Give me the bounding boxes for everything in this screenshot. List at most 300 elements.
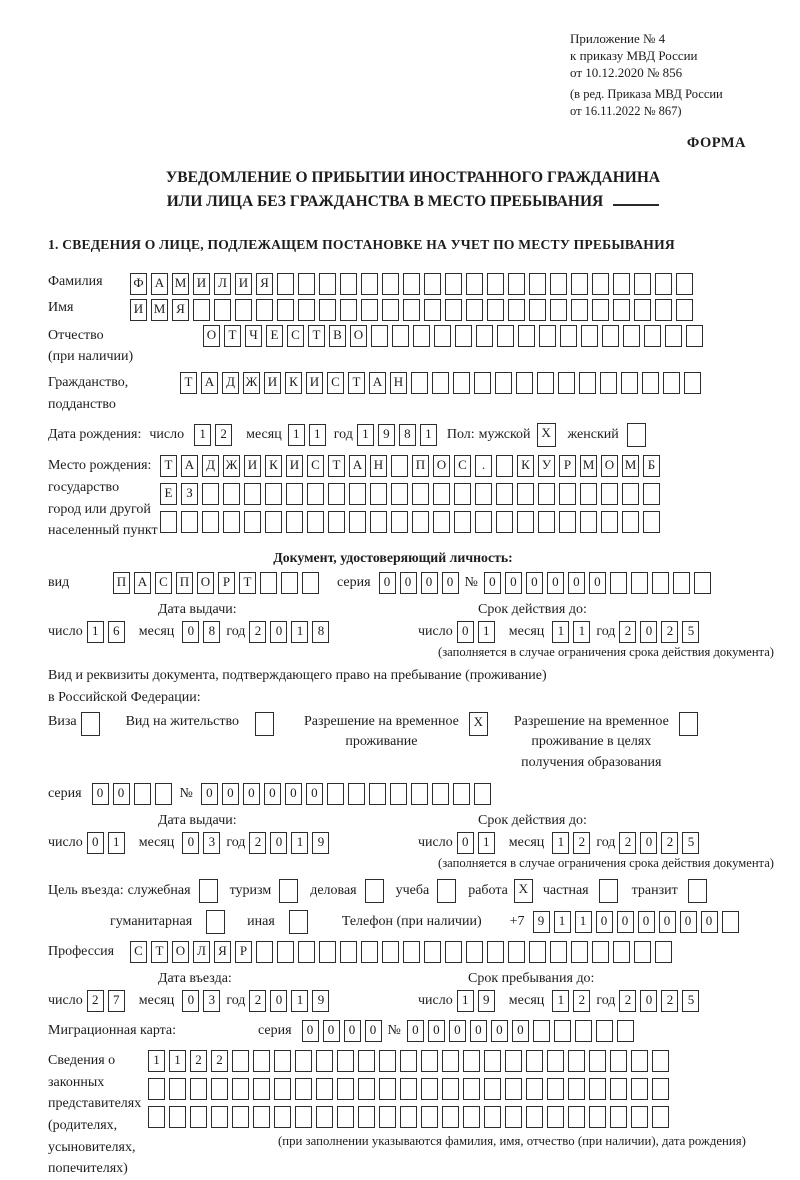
char-cell	[403, 941, 420, 963]
char-cell	[526, 1050, 543, 1072]
char-cell: Я	[214, 941, 231, 963]
female-label: женский	[567, 427, 619, 443]
birth-place-row3	[160, 511, 664, 533]
char-cell: 1	[554, 911, 571, 933]
char-cell	[496, 455, 513, 477]
char-cell	[613, 941, 630, 963]
char-cell: 0	[222, 783, 239, 805]
opt-humanitarian-checkbox	[206, 910, 225, 934]
char-cell	[589, 1078, 606, 1100]
opt-business-checkbox	[365, 879, 384, 903]
char-cell	[613, 273, 630, 295]
char-cell: Н	[370, 455, 387, 477]
char-cell	[631, 1106, 648, 1128]
char-cell	[148, 1106, 165, 1128]
char-cell	[643, 511, 660, 533]
char-cell: 2	[249, 832, 266, 854]
char-cell	[260, 572, 277, 594]
char-cell	[190, 1106, 207, 1128]
char-cell: П	[412, 455, 429, 477]
char-cell	[413, 325, 430, 347]
char-cell	[274, 1050, 291, 1072]
char-cell	[327, 783, 344, 805]
char-cell: 0	[201, 783, 218, 805]
char-cell	[643, 483, 660, 505]
char-cell: 0	[306, 783, 323, 805]
char-cell	[571, 941, 588, 963]
char-cell	[505, 1050, 522, 1072]
permit-dates-row	[48, 813, 778, 854]
char-cell	[202, 511, 219, 533]
char-cell: А	[349, 455, 366, 477]
document-title	[48, 166, 778, 214]
permit-number-row	[48, 783, 778, 805]
temp-permit-option	[304, 712, 492, 753]
surname-label: Фамилия	[48, 273, 103, 289]
char-cell	[361, 273, 378, 295]
char-cell	[581, 325, 598, 347]
char-cell	[634, 273, 651, 295]
identity-doc-row	[48, 572, 778, 594]
char-cell: 0	[323, 1020, 340, 1042]
char-cell: Р	[235, 941, 252, 963]
opt-other-checkbox	[289, 910, 308, 934]
char-cell	[349, 511, 366, 533]
char-cell	[529, 299, 546, 321]
char-cell	[134, 783, 151, 805]
char-cell	[412, 511, 429, 533]
char-cell: 0	[640, 832, 657, 854]
citizenship-label: Гражданство, подданство	[48, 374, 129, 412]
char-cell	[550, 273, 567, 295]
doc-valid-heading: Срок действия до:	[478, 602, 587, 617]
birth-year-cells	[357, 424, 441, 446]
char-cell: О	[433, 455, 450, 477]
citizenship-row	[48, 372, 778, 415]
male-label: мужской	[478, 427, 531, 443]
char-cell: Я	[172, 299, 189, 321]
char-cell	[526, 1106, 543, 1128]
char-cell	[463, 1050, 480, 1072]
char-cell	[602, 325, 619, 347]
entry-year	[249, 990, 333, 1012]
purpose-row1	[48, 879, 778, 903]
char-cell: Ф	[130, 273, 147, 295]
char-cell	[579, 372, 596, 394]
char-cell: 9	[533, 911, 550, 933]
char-cell	[600, 372, 617, 394]
char-cell	[487, 299, 504, 321]
char-cell	[382, 299, 399, 321]
char-cell	[369, 783, 386, 805]
char-cell: 9	[312, 990, 329, 1012]
opt-official-checkbox	[199, 879, 218, 903]
surname-cells	[130, 273, 697, 295]
char-cell: 1	[552, 621, 569, 643]
permit-series-label: серия	[48, 785, 82, 801]
char-cell	[484, 1050, 501, 1072]
year-label: год	[333, 427, 353, 443]
char-cell	[634, 941, 651, 963]
char-cell: 0	[547, 572, 564, 594]
validity-note: (заполняется в случае ограничения срока действия документа)	[438, 645, 774, 659]
char-cell	[253, 1106, 270, 1128]
char-cell: 2	[661, 990, 678, 1012]
permit-valid-heading: Срок действия до:	[478, 812, 587, 828]
opt-study-label: учеба	[395, 882, 430, 898]
char-cell: 0	[680, 911, 697, 933]
char-cell: 1	[291, 621, 308, 643]
char-cell: У	[538, 455, 555, 477]
char-cell: М	[172, 273, 189, 295]
visa-option	[48, 712, 104, 736]
representatives-row2	[148, 1078, 746, 1100]
char-cell	[454, 511, 471, 533]
birth-day-cells	[194, 424, 236, 446]
birth-place-row	[48, 455, 778, 542]
char-cell: К	[517, 455, 534, 477]
char-cell	[244, 483, 261, 505]
representatives-row	[48, 1050, 778, 1180]
char-cell: 1	[169, 1050, 186, 1072]
char-cell	[160, 511, 177, 533]
char-cell	[232, 1078, 249, 1100]
char-cell: И	[130, 299, 147, 321]
char-cell: К	[285, 372, 302, 394]
char-cell	[694, 572, 711, 594]
char-cell	[652, 1106, 669, 1128]
char-cell	[505, 1078, 522, 1100]
opt-other-label: иная	[247, 913, 275, 929]
char-cell	[487, 273, 504, 295]
char-cell	[391, 455, 408, 477]
name-row	[48, 299, 778, 321]
residence-options-row	[48, 712, 778, 773]
char-cell	[631, 1050, 648, 1072]
char-cell	[277, 299, 294, 321]
permit-valid-group: Срок действия до: число 0 1 месяц 1 2 год 2 0 2 5	[418, 813, 703, 854]
char-cell: М	[622, 455, 639, 477]
char-cell	[559, 511, 576, 533]
char-cell: И	[193, 273, 210, 295]
residence-permit-checkbox	[255, 712, 274, 736]
char-cell: 0	[640, 990, 657, 1012]
char-cell	[190, 1078, 207, 1100]
char-cell: 1	[288, 424, 305, 446]
char-cell: С	[327, 372, 344, 394]
char-cell	[463, 1078, 480, 1100]
annex-line: Приложение № 4	[570, 31, 666, 46]
doc-issue-month	[182, 621, 224, 643]
char-cell: 2	[661, 832, 678, 854]
doc-valid-group: Срок действия до: число 0 1 месяц 1 1 год 2 0 2 5	[418, 602, 703, 643]
char-cell: П	[113, 572, 130, 594]
char-cell	[466, 299, 483, 321]
permit-valid-month	[552, 832, 594, 854]
char-cell	[663, 372, 680, 394]
char-cell: 7	[108, 990, 125, 1012]
char-cell: 1	[148, 1050, 165, 1072]
char-cell: З	[181, 483, 198, 505]
profession-row	[48, 941, 778, 963]
doc-kind-label: вид	[48, 574, 70, 590]
char-cell: К	[265, 455, 282, 477]
doc-issue-year	[249, 621, 333, 643]
char-cell: 2	[211, 1050, 228, 1072]
char-cell: 1	[291, 990, 308, 1012]
opt-business-label: деловая	[310, 882, 357, 898]
char-cell: 0	[568, 572, 585, 594]
char-cell	[558, 372, 575, 394]
char-cell	[298, 273, 315, 295]
char-cell	[403, 299, 420, 321]
char-cell: В	[329, 325, 346, 347]
char-cell: Л	[214, 273, 231, 295]
char-cell: С	[130, 941, 147, 963]
char-cell: Т	[160, 455, 177, 477]
patronymic-label: Отчество (при наличии)	[48, 327, 134, 365]
char-cell	[508, 273, 525, 295]
char-cell: 1	[575, 911, 592, 933]
stay-heading: Срок пребывания до:	[468, 970, 595, 986]
char-cell: 0	[270, 621, 287, 643]
char-cell	[337, 1050, 354, 1072]
char-cell	[340, 273, 357, 295]
char-cell	[631, 572, 648, 594]
char-cell: 2	[661, 621, 678, 643]
residence-line1: Вид и реквизиты документа, подтверждающего право на пребывание (проживание)	[48, 668, 547, 683]
char-cell	[214, 299, 231, 321]
permit-number-cells	[201, 783, 495, 805]
purpose-row2	[48, 910, 778, 934]
char-cell: 0	[243, 783, 260, 805]
char-cell: 9	[478, 990, 495, 1012]
char-cell: 0	[491, 1020, 508, 1042]
entry-day	[87, 990, 129, 1012]
char-cell	[256, 299, 273, 321]
char-cell	[340, 299, 357, 321]
char-cell: 0	[400, 572, 417, 594]
char-cell: 1	[478, 621, 495, 643]
char-cell	[328, 511, 345, 533]
title-line2: ИЛИ ЛИЦА БЕЗ ГРАЖДАНСТВА В МЕСТО ПРЕБЫВАНИЯ	[48, 190, 778, 214]
opt-private-label: частная	[542, 882, 589, 898]
char-cell	[211, 1106, 228, 1128]
identity-doc-heading: Документ, удостоверяющий личность:	[273, 550, 513, 565]
char-cell	[623, 325, 640, 347]
char-cell: И	[244, 455, 261, 477]
char-cell	[613, 299, 630, 321]
char-cell: 8	[203, 621, 220, 643]
migration-series-label: серия	[258, 1022, 292, 1038]
char-cell	[319, 273, 336, 295]
char-cell: 8	[312, 621, 329, 643]
char-cell	[580, 483, 597, 505]
char-cell	[193, 299, 210, 321]
char-cell: 0	[640, 621, 657, 643]
char-cell	[496, 483, 513, 505]
char-cell: О	[172, 941, 189, 963]
char-cell: 0	[512, 1020, 529, 1042]
char-cell	[474, 372, 491, 394]
char-cell: 0	[470, 1020, 487, 1042]
opt-work-checkbox: X	[514, 879, 533, 903]
char-cell: 1	[108, 832, 125, 854]
char-cell	[529, 941, 546, 963]
char-cell: А	[134, 572, 151, 594]
doc-kind-cells	[113, 572, 323, 594]
char-cell: О	[203, 325, 220, 347]
char-cell	[307, 511, 324, 533]
char-cell	[621, 372, 638, 394]
char-cell	[370, 483, 387, 505]
char-cell	[686, 325, 703, 347]
char-cell: 0	[638, 911, 655, 933]
stay-year	[619, 990, 703, 1012]
phone-cells	[533, 911, 743, 933]
char-cell	[495, 372, 512, 394]
char-cell: 0	[270, 990, 287, 1012]
char-cell	[379, 1106, 396, 1128]
permit-issue-heading: Дата выдачи:	[158, 812, 237, 828]
char-cell	[538, 511, 555, 533]
char-cell	[508, 299, 525, 321]
char-cell	[337, 1106, 354, 1128]
migration-card-label: Миграционная карта:	[48, 1022, 177, 1038]
char-cell: Б	[643, 455, 660, 477]
char-cell: 8	[399, 424, 416, 446]
patronymic-row	[48, 325, 778, 368]
char-cell	[445, 941, 462, 963]
char-cell: 0	[596, 911, 613, 933]
doc-issue-day	[87, 621, 129, 643]
opt-official-label: служебная	[127, 882, 191, 898]
char-cell: 0	[87, 832, 104, 854]
male-checkbox: X	[537, 423, 556, 447]
doc-valid-month	[552, 621, 594, 643]
char-cell	[382, 941, 399, 963]
char-cell: 3	[203, 832, 220, 854]
char-cell	[337, 1078, 354, 1100]
char-cell: И	[286, 455, 303, 477]
char-cell	[526, 1078, 543, 1100]
doc-number-label: №	[464, 574, 478, 590]
char-cell	[517, 511, 534, 533]
temp-permit-checkbox: X	[469, 712, 488, 736]
char-cell	[370, 511, 387, 533]
char-cell	[434, 325, 451, 347]
char-cell	[371, 325, 388, 347]
char-cell	[433, 511, 450, 533]
char-cell	[722, 911, 739, 933]
char-cell	[547, 1078, 564, 1100]
char-cell	[253, 1078, 270, 1100]
char-cell	[575, 1020, 592, 1042]
char-cell: 0	[442, 572, 459, 594]
char-cell	[424, 941, 441, 963]
char-cell: Е	[160, 483, 177, 505]
validity-note-2: (заполняется в случае ограничения срока действия документа)	[438, 855, 774, 870]
char-cell	[421, 1050, 438, 1072]
char-cell: М	[580, 455, 597, 477]
char-cell	[580, 511, 597, 533]
char-cell: И	[235, 273, 252, 295]
representatives-caption: (при заполнении указываются фамилия, имя, отчество (при наличии), дата рождения)	[278, 1133, 746, 1148]
entry-month	[182, 990, 224, 1012]
birth-place-row2	[160, 483, 664, 505]
char-cell: 2	[249, 990, 266, 1012]
char-cell	[382, 273, 399, 295]
doc-dates-row	[48, 602, 778, 643]
doc-issue-heading: Дата выдачи:	[158, 602, 237, 617]
char-cell	[432, 372, 449, 394]
char-cell	[211, 1078, 228, 1100]
char-cell	[442, 1050, 459, 1072]
char-cell	[295, 1106, 312, 1128]
char-cell: 3	[203, 990, 220, 1012]
char-cell: 0	[182, 990, 199, 1012]
char-cell	[442, 1106, 459, 1128]
representatives-cells-block	[148, 1050, 746, 1149]
representatives-row1	[148, 1050, 746, 1072]
char-cell	[466, 941, 483, 963]
char-cell	[424, 299, 441, 321]
char-cell: 1	[309, 424, 326, 446]
char-cell: 2	[190, 1050, 207, 1072]
char-cell	[505, 1106, 522, 1128]
char-cell	[281, 572, 298, 594]
representatives-label: Сведения о законных представителях (родителях, усыновителях, попечителях)	[48, 1052, 142, 1177]
birth-date-row	[48, 423, 778, 447]
char-cell	[433, 483, 450, 505]
char-cell	[361, 299, 378, 321]
char-cell	[169, 1106, 186, 1128]
char-cell	[665, 325, 682, 347]
char-cell	[571, 299, 588, 321]
char-cell	[181, 511, 198, 533]
day-label: число	[149, 427, 185, 443]
char-cell: 2	[249, 621, 266, 643]
char-cell	[379, 1078, 396, 1100]
char-cell	[533, 1020, 550, 1042]
char-cell: 5	[682, 990, 699, 1012]
char-cell	[286, 483, 303, 505]
migration-card-row	[48, 1020, 778, 1042]
char-cell	[274, 1078, 291, 1100]
char-cell	[319, 299, 336, 321]
char-cell	[644, 325, 661, 347]
char-cell: 0	[182, 832, 199, 854]
char-cell	[610, 1078, 627, 1100]
char-cell: Т	[348, 372, 365, 394]
entry-heading: Дата въезда:	[158, 970, 232, 986]
char-cell	[622, 511, 639, 533]
char-cell: 1	[552, 990, 569, 1012]
char-cell	[421, 1106, 438, 1128]
visa-checkbox	[81, 712, 100, 736]
char-cell: А	[369, 372, 386, 394]
char-cell	[424, 273, 441, 295]
char-cell: 1	[573, 621, 590, 643]
char-cell: 0	[270, 832, 287, 854]
char-cell	[673, 572, 690, 594]
char-cell: Е	[266, 325, 283, 347]
char-cell	[379, 1050, 396, 1072]
migration-number-cells	[407, 1020, 638, 1042]
residence-permit-label: Вид на жительство	[125, 714, 239, 729]
char-cell	[392, 325, 409, 347]
char-cell: С	[287, 325, 304, 347]
